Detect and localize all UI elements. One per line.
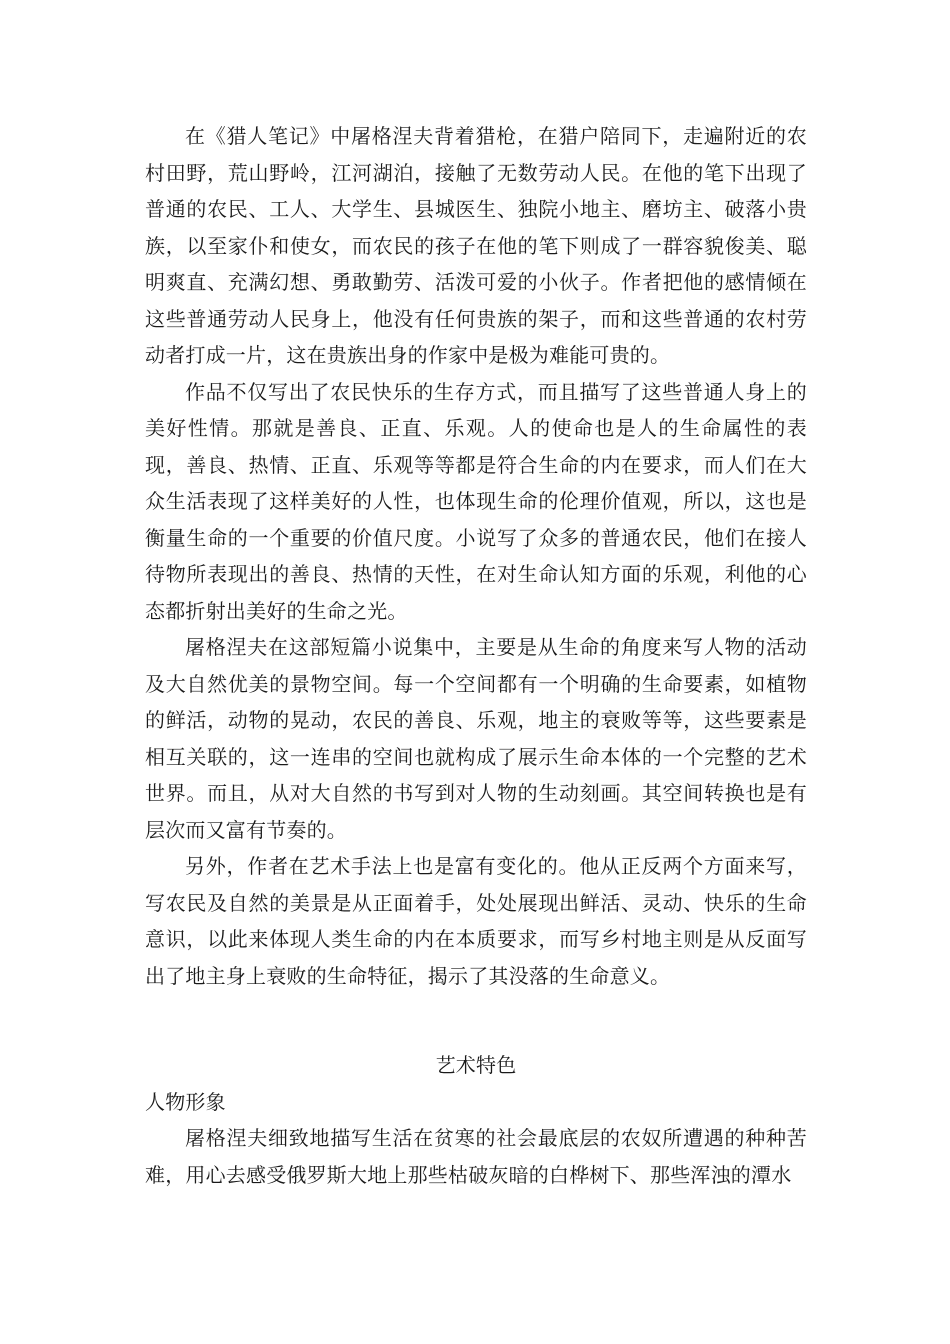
section-paragraph-1: 屠格涅夫细致地描写生活在贫寒的社会最底层的农奴所遭遇的种种苦难，用心去感受俄罗斯大地上那些枯破灰暗的白桦树下、那些浑浊的潭水 — [145, 1126, 807, 1187]
body-paragraph-1: 在《猎人笔记》中屠格涅夫背着猎枪，在猎户陪同下，走遍附近的农村田野，荒山野岭，江河湖泊，接触了无数劳动人民。在他的笔下出现了普通的农民、工人、大学生、县城医生、独院小地主、磨坊主、破落小贵族，以至家仆和使女，而农民的孩子在他的笔下则成了一群容貌俊美、聪明爽直、充满幻想、勇敢勤劳、活泼可爱的小伙子。作者把他的感情倾在这些普通劳动人民身上，他没有任何贵族的架子，而和这些普通的农村劳动者打成一片，这在贵族出身的作家中是极为难能可贵的。 — [145, 124, 807, 367]
document-body — [145, 118, 807, 1193]
subsection-heading: 人物形象 — [145, 1089, 226, 1114]
body-paragraph-3: 屠格涅夫在这部短篇小说集中，主要是从生命的角度来写人物的活动及大自然优美的景物空间。每一个空间都有一个明确的生命要素，如植物的鲜活，动物的晃动，农民的善良、乐观，地主的衰败等等，这些要素是相互关联的，这一连串的空间也就构成了展示生命本体的一个完整的艺术世界。而且，从对大自然的书写到对人物的生动刻画。其空间转换也是有层次而又富有节奏的。 — [145, 635, 807, 842]
body-paragraph-2: 作品不仅写出了农民快乐的生存方式，而且描写了这些普通人身上的美好性情。那就是善良、正直、乐观。人的使命也是人的生命属性的表现，善良、热情、正直、乐观等等都是符合生命的内在要求，而人们在大众生活表现了这样美好的人性，也体现生命的伦理价值观，所以，这也是衡量生命的一个重要的价值尺度。小说写了众多的普通农民，他们在接人待物所表现出的善良、热情的天性，在对生命认知方面的乐观，利他的心态都折射出美好的生命之光。 — [145, 379, 807, 623]
body-paragraph-4: 另外，作者在艺术手法上也是富有变化的。他从正反两个方面来写，写农民及自然的美景是从正面着手，处处展现出鲜活、灵动、快乐的生命意识，以此来体现人类生命的内在本质要求，而写乡村地主则是从反面写出了地主身上衰败的生命特征，揭示了其没落的生命意义。 — [145, 854, 807, 988]
section-heading: 艺术特色 — [435, 1053, 517, 1077]
